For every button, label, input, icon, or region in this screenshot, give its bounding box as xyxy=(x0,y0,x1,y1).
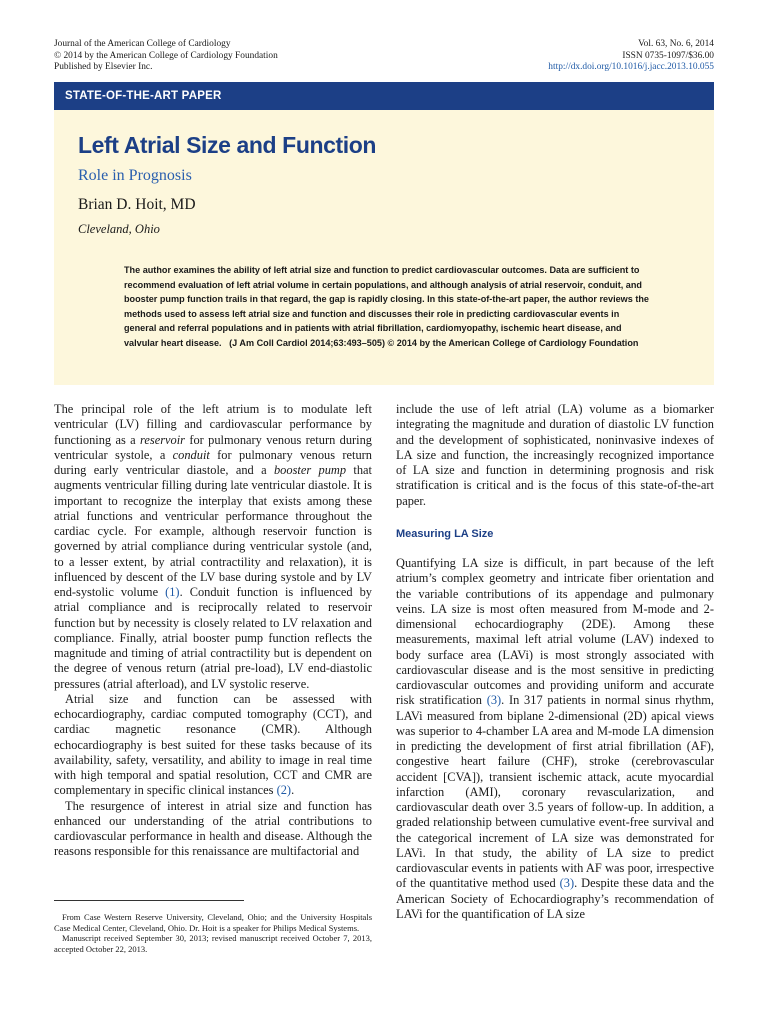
reference-link-1[interactable]: (1) xyxy=(165,585,180,599)
journal-name: Journal of the American College of Cardiology xyxy=(54,39,231,49)
body-paragraph-2: Atrial size and function can be assessed with echocardiography, cardiac computed tomography (CCT), and cardiac magnetic resonance (CMR). Although echocardiography is best suited for these tasks because of its availability, safety, versatility, and ability to image in real time with high temporal and spatial resolution, CCT and CMR are complementary in specific clinical instances (2). xyxy=(54,691,372,798)
abstract-text: The author examines the ability of left atrial size and function to predict cardiovascular outcomes. Data are sufficient to recommend evaluation of left atrial volume in certain populations, and although analysis of atrial reservoir, conduit, and booster pump function trails in that regard, the gap is rapidly closing. In this state-of-the-art paper, the author reviews the methods used to assess left atrial size and function and discusses their role in predicting cardiovascular events in general and referral populations and in patients with atrial fibrillation, cardiomyopathy, ischemic heart disease, and valvular heart disease. xyxy=(124,265,649,348)
volume-line: Vol. 63, No. 6, 2014 xyxy=(638,39,714,49)
footnote-affiliation: From Case Western Reserve University, Cleveland, Ohio; and the University Hospitals Case Medical Center, Cleveland, Ohio. Dr. Hoit is a speaker for Philips Medical Systems. xyxy=(54,912,372,933)
body-column-right xyxy=(396,402,714,922)
term-reservoir: reservoir xyxy=(140,432,185,447)
footnote-divider xyxy=(54,900,244,901)
abstract xyxy=(124,263,654,350)
issue-header xyxy=(548,39,714,74)
footnote-manuscript-dates: Manuscript received September 30, 2013; revised manuscript received October 7, 2013, accepted October 22, 2013. xyxy=(54,933,372,954)
citation-text: (J Am Coll Cardiol 2014;63:493–505) © 2014 by the American College of Cardiology Foundation xyxy=(229,337,639,348)
body-paragraph-3-continued: include the use of left atrial (LA) volume as a biomarker integrating the magnitude and duration of diastolic LV function and the development of sophisticated, noninvasive indexes of LA size and function, the increasingly recognized importance of LA size and function in determining prognosis and risk stratification is critical and is the focus of this state-of-the-art paper. xyxy=(396,402,714,508)
author-affiliation: Cleveland, Ohio xyxy=(78,222,160,236)
doi-link[interactable]: http://dx.doi.org/10.1016/j.jacc.2013.10.055 xyxy=(548,62,714,72)
article-type-banner: STATE-OF-THE-ART PAPER xyxy=(54,82,714,110)
term-conduit: conduit xyxy=(172,447,210,462)
body-paragraph-1: The principal role of the left atrium is to modulate left ventricular (LV) filling and cardiovascular performance by functioning as a reservoir for pulmonary venous return during ventricular systole, a conduit for pulmonary venous return during early ventricular diastole, and a booster pump that augments ventricular filling during late ventricular diastole. It is important to recognize the interplay that exists among these atrial functions and ventricular performance throughout the cardiac cycle. For example, although reservoir function is governed by atrial compliance during ventricular systole (and, to a lesser extent, by atrial contractility and relaxation), it is influenced by descent of the LV base during systole and by LV end-systolic volume (1). Conduit function is influenced by atrial compliance and is reciprocally related to reservoir function but by necessity is closely related to LV relaxation and compliance. Finally, atrial booster pump function reflects the magnitude and timing of atrial contractility but is dependent on the degree of venous return (atrial pre-load), LV end-diastolic pressures (atrial afterload), and LV systolic reserve. xyxy=(54,402,373,691)
body-paragraph-3: The resurgence of interest in atrial size and function has enhanced our understanding of the atrial contributions to cardiovascular performance in health and disease. Although the reasons responsible for this renaissance are multifactorial and xyxy=(54,798,372,859)
footnotes xyxy=(54,912,372,954)
term-booster-pump: booster pump xyxy=(273,463,347,477)
reference-link-3[interactable]: (3) xyxy=(486,693,502,708)
title-block xyxy=(54,110,714,385)
author-name: Brian D. Hoit, MD xyxy=(78,196,196,213)
issn-line: ISSN 0735-1097/$36.00 xyxy=(622,50,714,61)
copyright-line: © 2014 by the American College of Cardiology Foundation xyxy=(54,50,278,61)
publisher-line: Published by Elsevier Inc. xyxy=(54,62,153,72)
reference-link-3b[interactable]: (3) xyxy=(559,876,575,891)
article-subtitle: Role in Prognosis xyxy=(78,167,192,184)
journal-header xyxy=(54,39,278,74)
reference-link-2[interactable]: (2) xyxy=(276,783,292,798)
body-paragraph-4: Quantifying LA size is difficult, in part because of the left atrium’s complex geometry and intricate fiber orientation and the variable contributions of its appendage and pulmonary veins. LA size is most often measured from M-mode and 2-dimensional echocardiography (2DE). Among these measurements, maximal left atrial volume (LAV) indexed to body surface area (LAVi) is most strongly associated with cardiovascular disease and is the most sensitive in predicting cardiovascular outcomes and providing uniform and accurate risk stratification (3). In 317 patients in normal sinus rhythm, LAVi measured from biplane 2-dimensional (2D) apical views was superior to 4-chamber LA area and M-mode LA dimension in predicting the development of first atrial fibrillation (AF), congestive heart failure (CHF), stroke (cerebrovascular accident [CVA]), transient ischemic attack, acute myocardial infarction (AMI), coronary revascularization, and cardiovascular death over 3.5 years of follow-up. In addition, a graded relationship between cumulative event-free survival and the categorical increment of LA size was demonstrated for LAVi. In that study, the ability of LA size to predict cardiovascular events in patients with AF was poor, irrespective of the quantitative method used (3). Despite these data and the American Society of Echocardiography’s recommendation of LAVi for the quantification of LA size xyxy=(396,556,714,921)
body-column-left xyxy=(54,402,372,860)
article-title: Left Atrial Size and Function xyxy=(78,132,377,158)
section-heading-measuring-la-size: Measuring LA Size xyxy=(396,527,494,540)
